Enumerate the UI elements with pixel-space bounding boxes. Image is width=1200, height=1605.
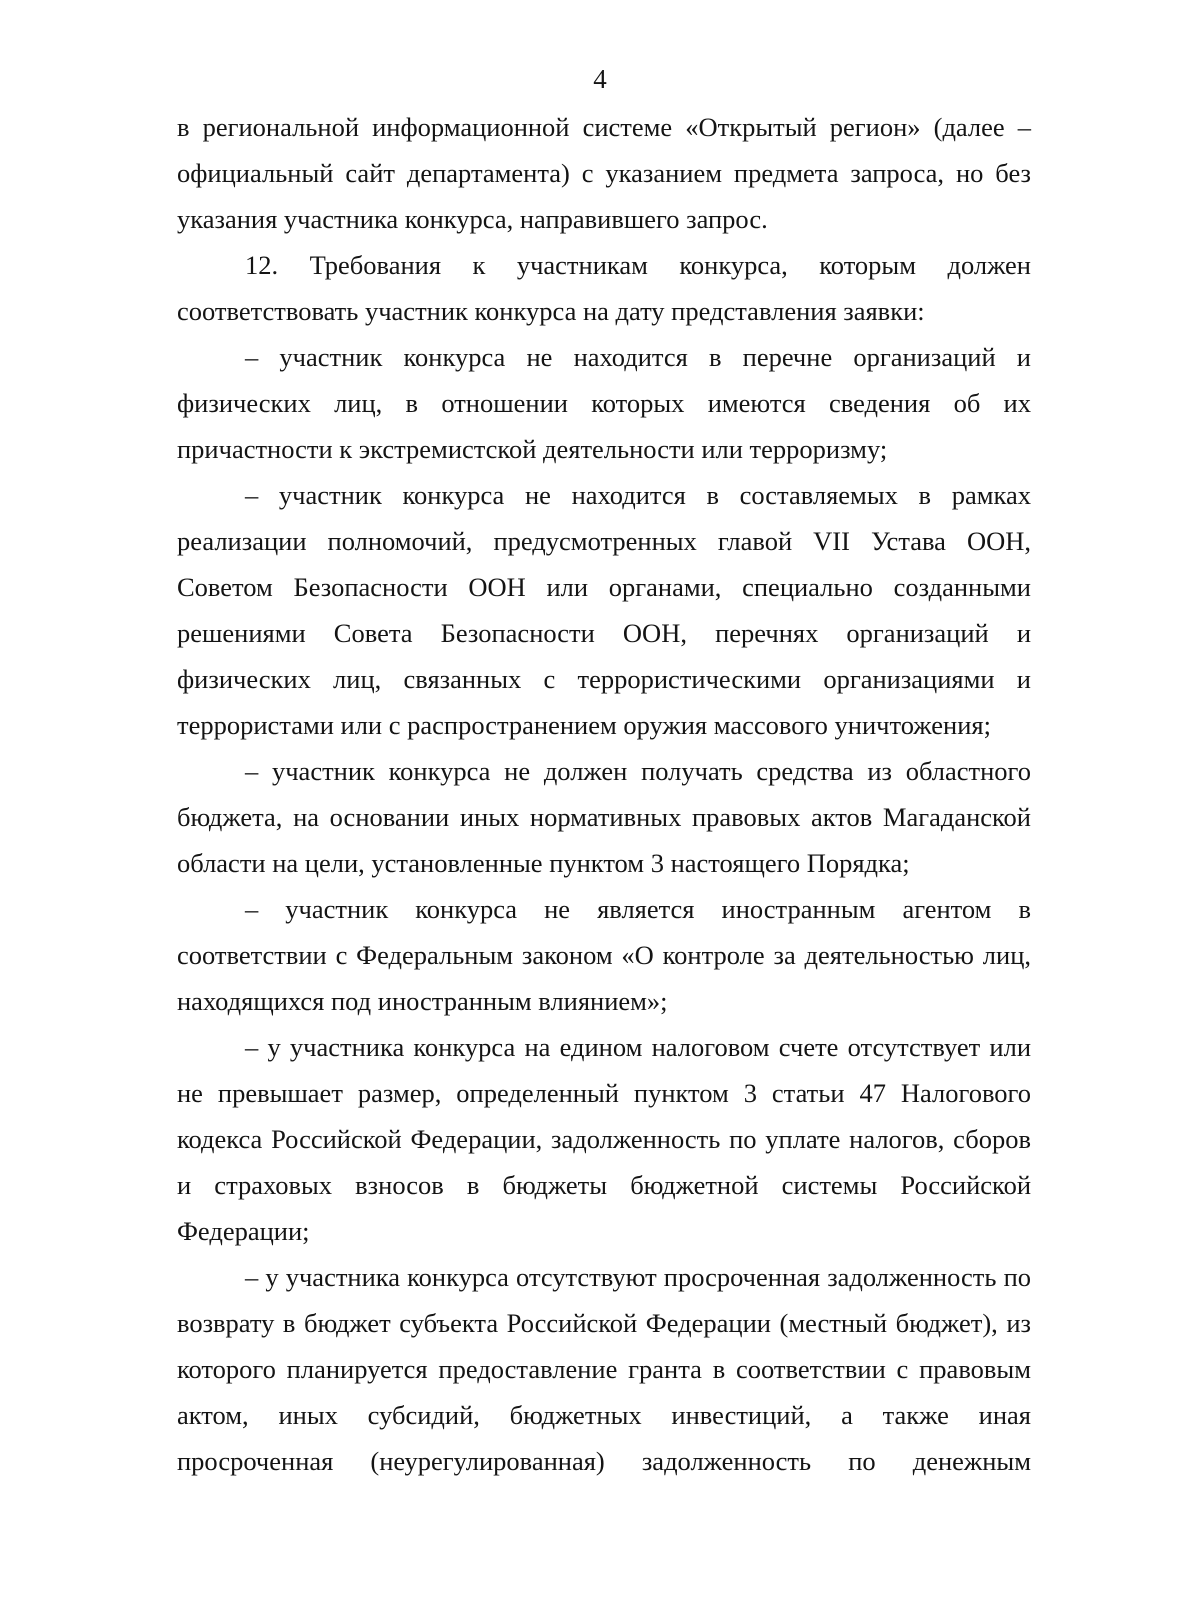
paragraph-requirement-foreign-agent: – участник конкурса не является иностранным агентом в соответствии с Федеральным законом «О контроле за деятельностью лиц, находящихся под иностранным влиянием»; xyxy=(177,894,1031,1016)
document-body xyxy=(177,104,1031,1484)
paragraph-requirement-overdue-debt: – у участника конкурса отсутствуют просроченная задолженность по возврату в бюджет субъекта Российской Федерации (местный бюджет), из которого планируется предоставление гранта в соответствии с правовым актом, иных субсидий, бюджетных инвестиций, а также иная просроченная (неурегулированная) задолженность по денежным xyxy=(177,1262,1031,1476)
paragraph-requirement-un-lists: – участник конкурса не находится в составляемых в рамках реализации полномочий, предусмотренных главой VII Устава ООН, Советом Безопасности ООН или органами, специально созданными решениями Совета Безопасности ООН, перечнях организаций и физических лиц, связанных с террористическими организациями и террористами или с распространением оружия массового уничтожения; xyxy=(177,480,1031,740)
paragraph-item-12: 12. Требования к участникам конкурса, которым должен соответствовать участник конкурса на дату представления заявки: xyxy=(177,250,1031,326)
paragraph-requirement-extremism: – участник конкурса не находится в перечне организаций и физических лиц, в отношении которых имеются сведения об их причастности к экстремистской деятельности или терроризму; xyxy=(177,342,1031,464)
page-number: 4 xyxy=(593,64,607,94)
paragraph-requirement-budget-funds: – участник конкурса не должен получать средства из областного бюджета, на основании иных нормативных правовых актов Магаданской области на цели, установленные пунктом 3 настоящего Порядка; xyxy=(177,756,1031,878)
paragraph-requirement-tax-debt: – у участника конкурса на едином налоговом счете отсутствует или не превышает размер, определенный пунктом 3 статьи 47 Налогового кодекса Российской Федерации, задолженность по уплате налогов, сборов и страховых взносов в бюджеты бюджетной системы Российской Федерации; xyxy=(177,1032,1031,1246)
paragraph-continuation: в региональной информационной системе «Открытый регион» (далее – официальный сайт департамента) с указанием предмета запроса, но без указания участника конкурса, направившего запрос. xyxy=(177,112,1031,234)
